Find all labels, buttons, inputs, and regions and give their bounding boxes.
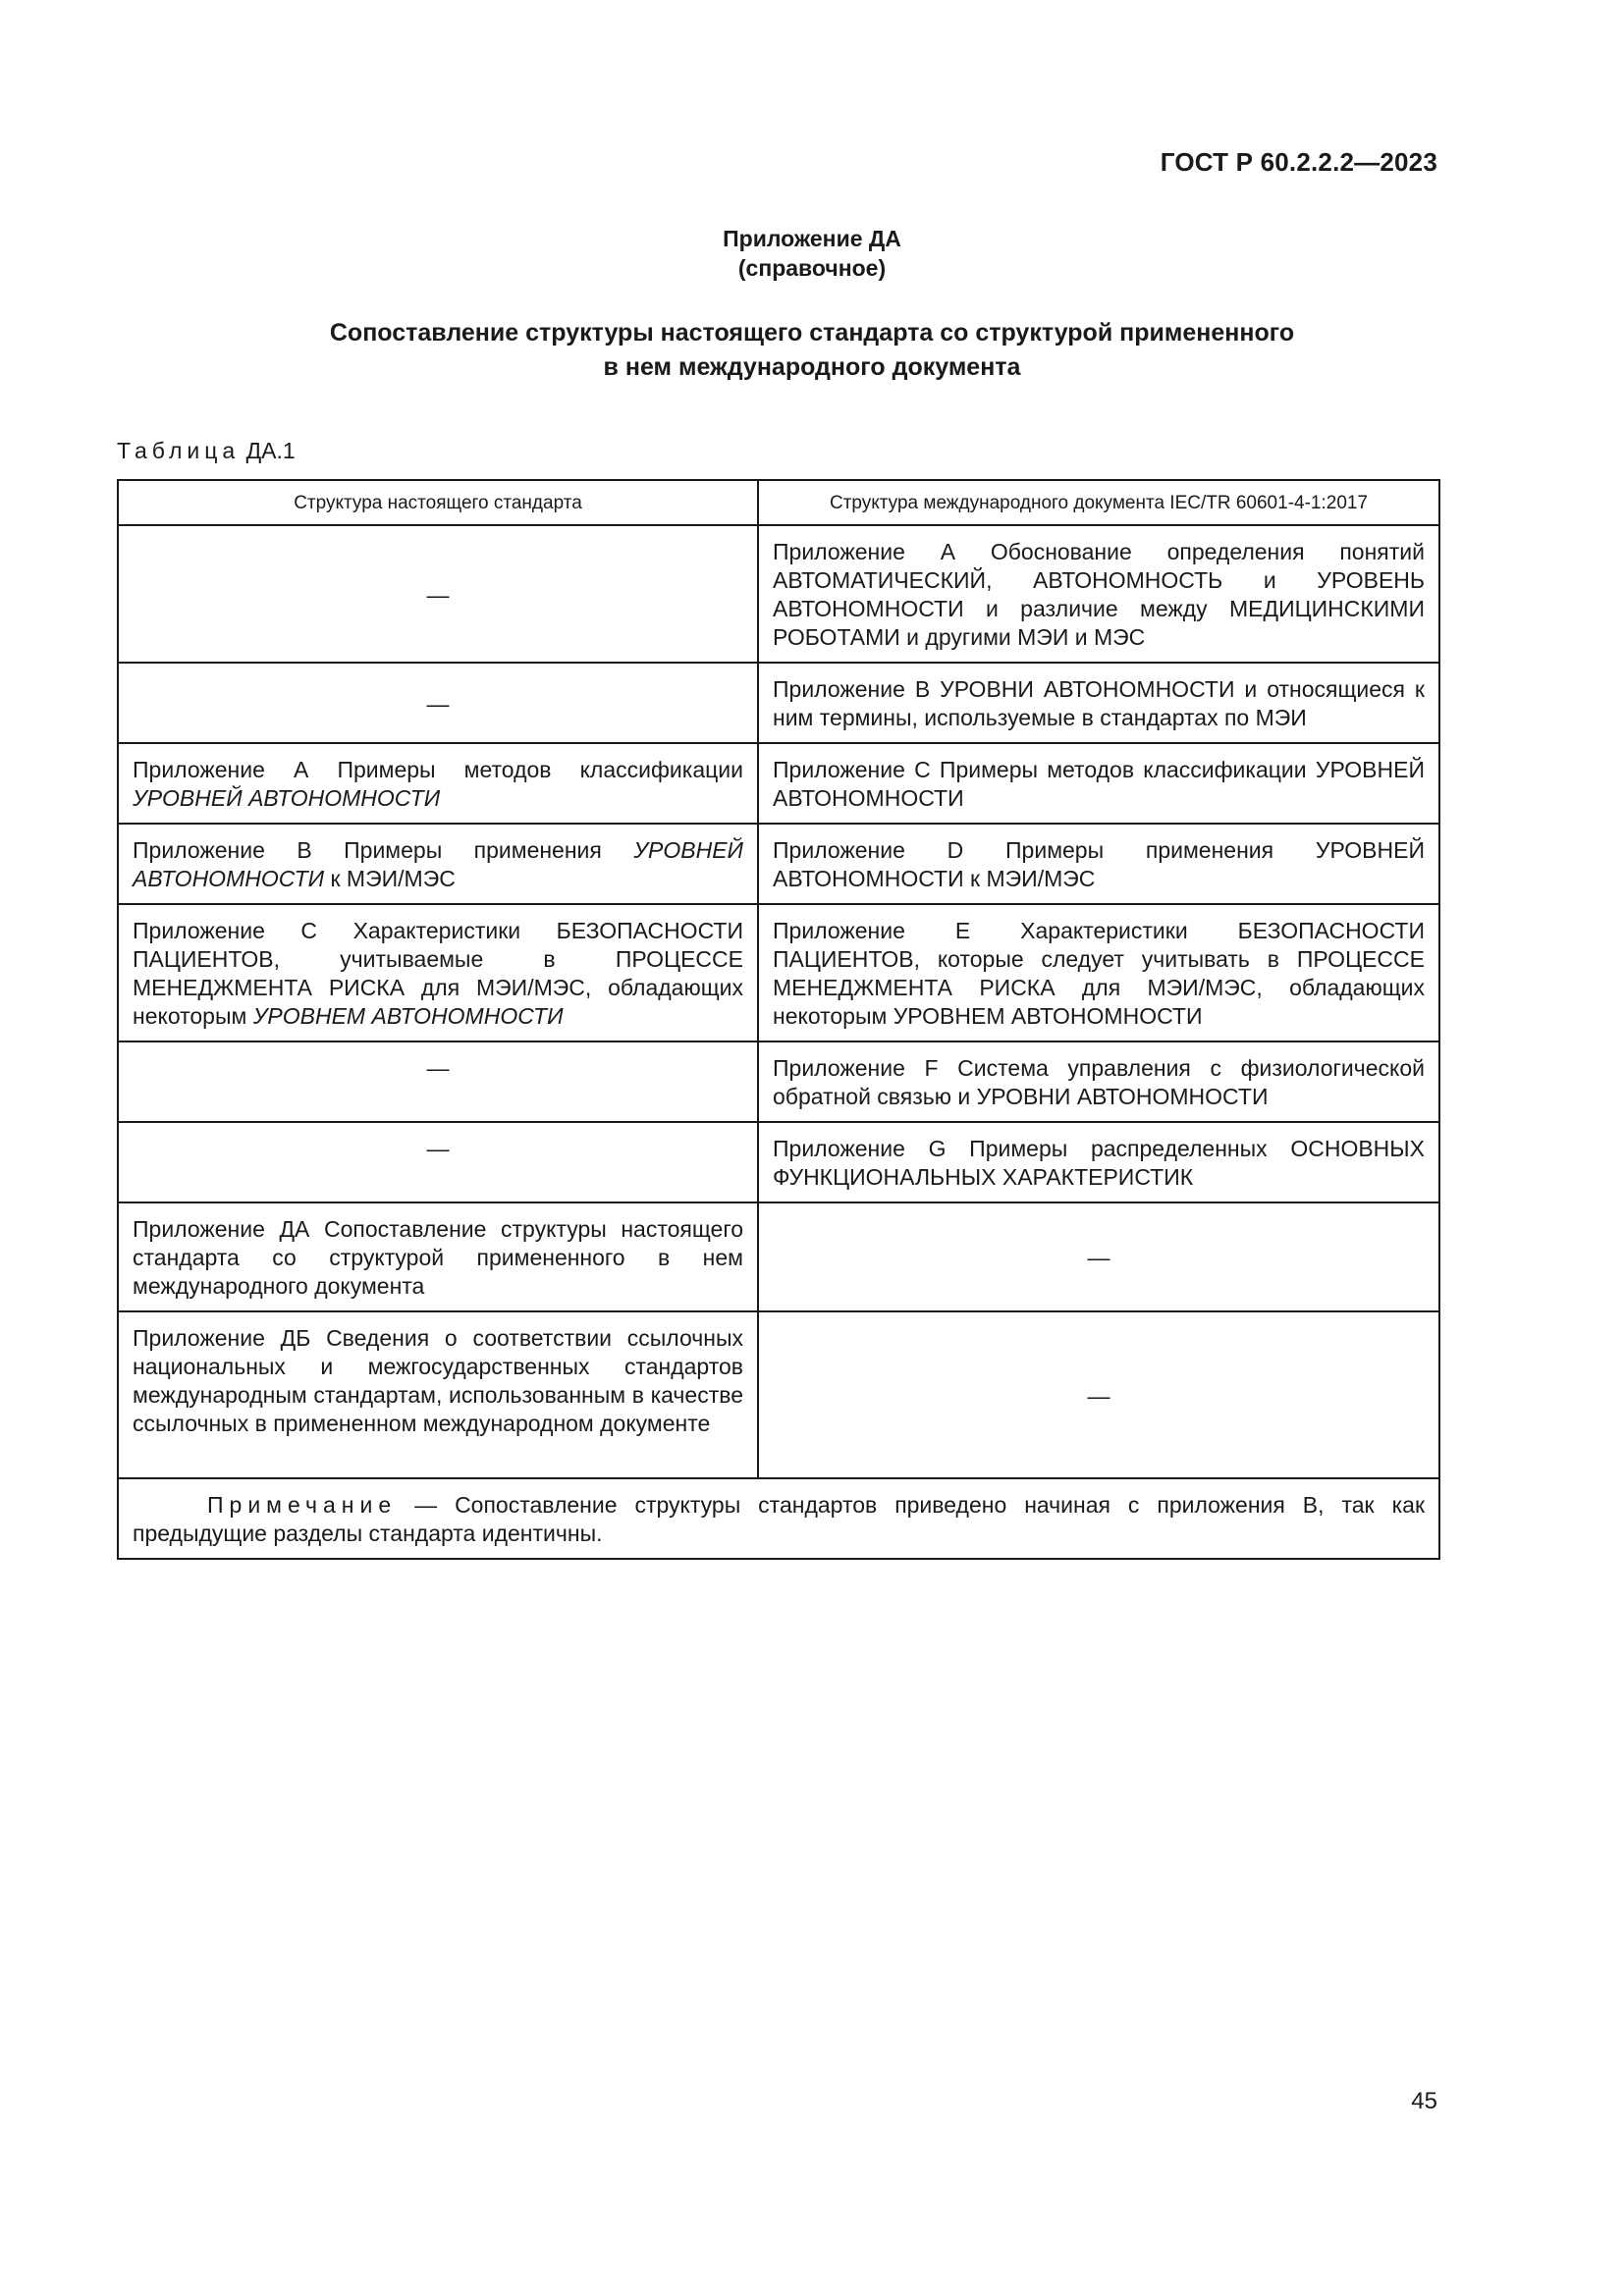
table-cell-left bbox=[118, 824, 758, 904]
cell-text: Приложение С Характеристики БЕЗОПАСНОСТИ ПАЦИЕНТОВ, учитываемые в ПРОЦЕССЕ МЕНЕДЖМЕНТА РИСКА для МЭИ/МЭС, обладающих некоторым bbox=[133, 918, 743, 1029]
annex-heading-line-1: Сопоставление структуры настоящего стандарта со структурой примененного bbox=[329, 319, 1295, 347]
annex-kind: (справочное) bbox=[737, 255, 887, 281]
page-number: 45 bbox=[1411, 2088, 1437, 2114]
cell-italic-term: УРОВНЕМ АВТОНОМНОСТИ bbox=[252, 1003, 564, 1029]
table-cell-right: Приложение С Примеры методов классификации УРОВНЕЙ АВТОНОМНОСТИ bbox=[758, 743, 1439, 824]
table-cell-left bbox=[118, 904, 758, 1041]
table-cell-left: Приложение ДБ Сведения о соответствии ссылочных национальных и межгосударственных стандартов международным стандартам, использованным в качестве ссылочных в примененном международном документе bbox=[118, 1311, 758, 1478]
structure-comparison-table bbox=[117, 479, 1440, 1560]
cell-text: Приложение А Примеры методов классификации bbox=[133, 757, 743, 782]
table-caption-number: ДА.1 bbox=[245, 438, 296, 463]
note-text: — Сопоставление структуры стандартов приведено начиная с приложения В, так как предыдущие разделы стандарта идентичны. bbox=[133, 1492, 1426, 1546]
table-cell-right: Приложение D Примеры применения УРОВНЕЙ АВТОНОМНОСТИ к МЭИ/МЭС bbox=[758, 824, 1439, 904]
table-cell-right: Приложение В УРОВНИ АВТОНОМНОСТИ и относящиеся к ним термины, используемые в стандартах по МЭИ bbox=[758, 663, 1439, 743]
cell-text: Приложение В Примеры применения bbox=[133, 837, 602, 863]
table-cell-left: — bbox=[118, 663, 758, 743]
table-cell-right: Приложение Е Характеристики БЕЗОПАСНОСТИ ПАЦИЕНТОВ, которые следует учитывать в ПРОЦЕССЕ МЕНЕДЖМЕНТА РИСКА для МЭИ/МЭС, обладающих некоторым УРОВНЕМ АВТОНОМНОСТИ bbox=[758, 904, 1439, 1041]
table-row bbox=[118, 824, 1439, 904]
table-row bbox=[118, 1041, 1439, 1122]
table-header-row bbox=[118, 480, 1439, 525]
table-row bbox=[118, 663, 1439, 743]
table-note bbox=[118, 1478, 1439, 1559]
table-cell-right: Приложение G Примеры распределенных ОСНОВНЫХ ФУНКЦИОНАЛЬНЫХ ХАРАКТЕРИСТИК bbox=[758, 1122, 1439, 1202]
table-row bbox=[118, 743, 1439, 824]
table-cell-left: Приложение ДА Сопоставление структуры настоящего стандарта со структурой примененного в нем международного документа bbox=[118, 1202, 758, 1311]
note-label: Примечание bbox=[207, 1492, 398, 1518]
document-designation: ГОСТ Р 60.2.2.2—2023 bbox=[1160, 147, 1437, 177]
table-cell-left: — bbox=[118, 1122, 758, 1202]
table-cell-right: — bbox=[758, 1202, 1439, 1311]
column-header-international: Структура международного документа IEC/TR 60601-4-1:2017 bbox=[758, 480, 1439, 525]
column-header-national: Структура настоящего стандарта bbox=[118, 480, 758, 525]
table-row bbox=[118, 525, 1439, 663]
annex-title: Приложение ДА bbox=[723, 226, 901, 251]
table-row bbox=[118, 904, 1439, 1041]
cell-italic-term: УРОВНЕЙ АВТОНОМНОСТИ bbox=[133, 785, 441, 811]
annex-heading-line-2: в нем международного документа bbox=[603, 353, 1021, 381]
table-caption-word: Таблица bbox=[117, 438, 241, 463]
table-row bbox=[118, 1202, 1439, 1311]
annex-header bbox=[0, 224, 1624, 283]
table-cell-left bbox=[118, 743, 758, 824]
table-caption bbox=[117, 438, 296, 464]
cell-text-tail: к МЭИ/МЭС bbox=[330, 866, 456, 891]
table-cell-left: — bbox=[118, 525, 758, 663]
table-cell-right: Приложение F Система управления с физиологической обратной связью и УРОВНИ АВТОНОМНОСТИ bbox=[758, 1041, 1439, 1122]
table-row bbox=[118, 1122, 1439, 1202]
cell-italic-term: УРОВНЕЙ АВТОНОМНОСТИ bbox=[133, 837, 743, 891]
table-cell-left: — bbox=[118, 1041, 758, 1122]
table-note-row bbox=[118, 1478, 1439, 1559]
table-cell-right: Приложение А Обоснование определения понятий АВТОМАТИЧЕСКИЙ, АВТОНОМНОСТЬ и УРОВЕНЬ АВТОНОМНОСТИ и различие между МЕДИЦИНСКИМИ РОБОТАМИ и другими МЭИ и МЭС bbox=[758, 525, 1439, 663]
table-row bbox=[118, 1311, 1439, 1478]
table-cell-right: — bbox=[758, 1311, 1439, 1478]
annex-heading bbox=[0, 316, 1624, 385]
